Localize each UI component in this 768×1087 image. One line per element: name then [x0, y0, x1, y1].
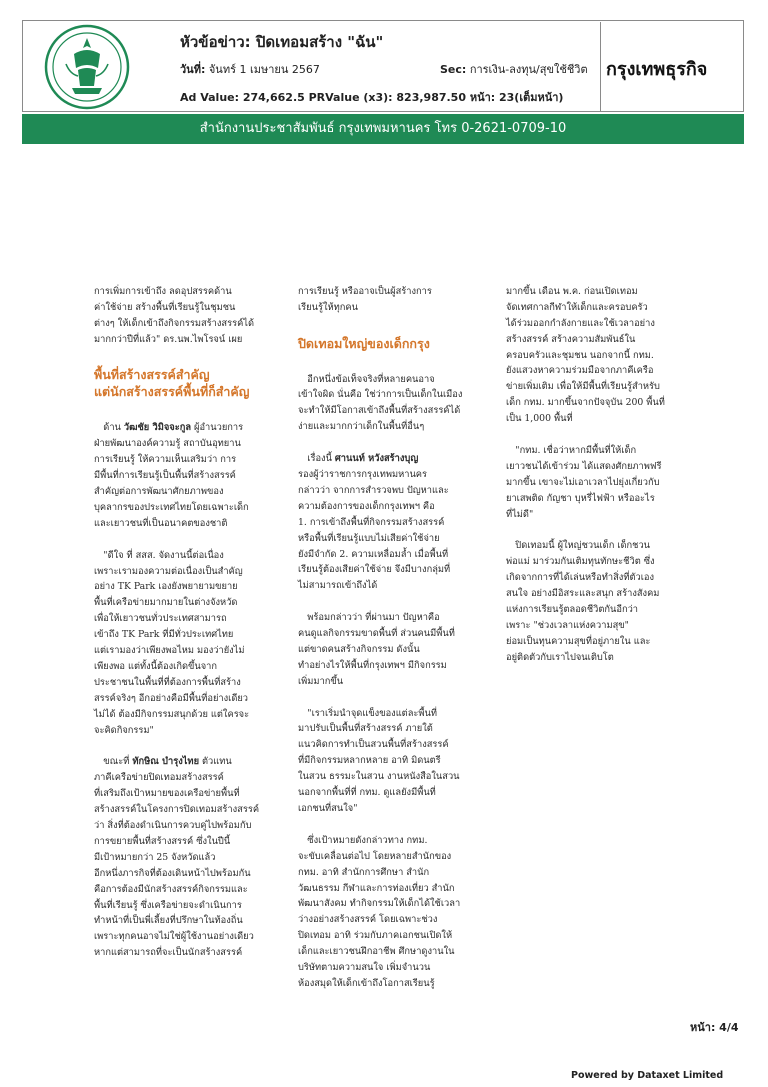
article-column-3 [506, 268, 694, 682]
date-value: จันทร์ 1 เมษายน 2567 [208, 63, 320, 76]
article-column-1 [94, 268, 284, 977]
col2-p4-text: พร้อมกล่าวว่า ที่ผ่านมา ปัญหาคือ คนดูแลกิจกรรมขาดพื้นที่ ส่วนคนมีพื้นที่ แต่ขาดคนสร้างกิจกรรม ดังนั้น ทำอย่างไรให้พื้นที่กรุงเทพฯ มีกิจกรรม เพิ่มมากขึ้น [298, 612, 455, 687]
col3-paragraph-3 [506, 538, 694, 665]
person-name-wattachai: วัฒชัย วิมิจจะกูล [123, 422, 192, 434]
headline [180, 30, 383, 54]
col2-paragraph-4 [298, 610, 490, 690]
col3-paragraph-2 [506, 443, 694, 523]
col2-subheading: ปิดเทอมใหญ่ของเด็กกรุง [298, 335, 430, 351]
header-divider [600, 22, 601, 112]
ad-value-line: Ad Value: 274,662.5 PRValue (x3): 823,987.50 หน้า: 23(เต็มหน้า) [180, 91, 564, 104]
headline-label: หัวข้อข่าว: [180, 33, 251, 51]
headline-text: ปิดเทอมสร้าง "ฉัน" [255, 33, 384, 51]
col1-p3-text: "ดีใจ ที่ สสส. จัดงานนี้ต่อเนื่อง เพราะเรามองความต่อเนื่องเป็นสำคัญ อย่าง TK Park เองยังพยายามขยาย พื้นที่เครือข่ายมากมายในต่างจังหวัด เพื่อให้เยาวชนทั่วประเทศสามารถ เข้าถึง TK Park ที่มีทั่วประเทศไทย แต่เรามองว่าเพียงพอไหม มองว่ายังไม่ เพียงพอ แต่ทั้งนี้ต้องเกิดขึ้นจาก ประชาชนในพื้นที่ที่ต้องการพื้นที่สร้าง สรรค์จริงๆ อีกอย่างคือมีพื้นที่อย่างเดียว ไม่ได้ ต้องมีกิจกรรมสนุกด้วย แต่ใครจะ จะคิดกิจกรรม" [94, 549, 250, 736]
col2-p5-text: "เราเริ่มนำจุดแข็งของแต่ละพื้นที่ มาปรับเป็นพื้นที่สร้างสรรค์ ภายใต้ แนวคิดการทำเป็นสวนพื้นที่สร้างสรรค์ ที่มีกิจกรรมหลากหลาย อาทิ มิดนตรี ในสวน ธรรมะในสวน งานหนังสือในสวน นอกจากพื้นที่ที่ กทม. ดูแลยังมีพื้นที่ เอกชนที่สนใจ" [298, 707, 460, 814]
article-column-2 [298, 268, 490, 1008]
person-name-sanon: ศานนท์ หวังสร้างบุญ [334, 453, 419, 465]
powered-by: Powered by Dataxet Limited [571, 1070, 724, 1081]
col1-p4-pre: ขณะที่ [103, 756, 133, 768]
col3-p3-text: ปิดเทอมนี้ ผู้ใหญ่ชวนเด็ก เด็กชวน พ่อแม่ มาร่วมกันเติมทุนทักษะชีวิต ซึ่ง เกิดจากการที่ได้เล่นหรือทำสิ่งที่ตัวเอง สนใจ อย่างมีอิสระและสนุก สร้างสังคม แห่งการเรียนรู้ตลอดชีวิตกันอีกว่า เพราะ "ช่วงเวลาแห่งความสุข" ย่อมเป็นทุนความสุขที่อยู่ภายใน และ อยู่ติดตัวกับเราไปจนเติบโต [506, 540, 660, 663]
col1-p2-rest: ผู้อำนวยการ ฝ่ายพัฒนาองค์ความรู้ สถาบันอุทยาน การเรียนรู้ ให้ความเห็นเสริมว่า การ มีพื้นที่การเรียนรู้เป็นพื้นที่สร้างสรรค์ สำคัญต่อการพัฒนาศักยภาพของ บุคลากรของประเทศไทยโดยเฉพาะเด็ก และเยาวชนที่เป็นอนาคตของชาติ [94, 422, 249, 529]
col2-p3-rest: รองผู้ว่าราชการกรุงเทพมหานคร กล่าวว่า จากการสำรวจพบ ปัญหาและ ความต้องการของเด็กกรุงเทพฯ คือ 1. การเข้าถึงพื้นที่กิจกรรมสร้างสรรค์ หรือพื้นที่เรียนรู้แบบไม่เสียค่าใช้จ่าย ยังมีจำกัด 2. ความเหลื่อมล้ำ เมื่อพื้นที่ เรียนรู้ต้องเสียค่าใช้จ่าย จึงมีบางกลุ่มที่ ไม่สามารถเข้าถึงได้ [298, 468, 451, 592]
col1-paragraph-3 [94, 548, 284, 739]
col1-subheading: พื้นที่สร้างสรรค์สำคัญ แต่นักสร้างสรรค์พื้นที่ก็สำคัญ [94, 367, 250, 400]
col2-paragraph-2 [298, 372, 490, 436]
section-label: Sec: [440, 63, 467, 76]
col2-paragraph-1: การเรียนรู้ หรืออาจเป็นผู้สร้างการ เรียนรู้ให้ทุกคน [298, 285, 432, 313]
col2-p6-text: ซึ่งเป้าหมายดังกล่าวทาง กทม. จะขับเคลื่อนต่อไป โดยหลายสำนักของ กทม. อาทิ สำนักการศึกษา สำนัก วัฒนธรรม กีฬาและการท่องเที่ยว สำนัก พัฒนาสังคม ทำกิจกรรมให้เด็กได้ใช้เวลา ว่างอย่างสร้างสรรค์ โดยเฉพาะช่วง ปิดเทอม อาทิ ร่วมกับภาคเอกชนเปิดให้ เด็กและเยาวชนฝึกอาชีพ ศึกษาดูงานใน บริษัทตามความสนใจ เพิ่มจำนวน ห้องสมุดให้เด็กเข้าถึงโอกาสเรียนรู้ [298, 834, 461, 989]
section-value: การเงิน-ลงทุน/สุขใช้ชีวิต [469, 63, 588, 76]
col2-p2-text: อีกหนึ่งข้อเท็จจริงที่หลายคนอาจ เข้าใจผิด นั่นคือ ใช่ว่าการเป็นเด็กในเมือง จะทำให้มีโอกาสเข้าถึงพื้นที่สร้างสรรค์ได้ ง่ายและมากกว่าเด็กในพื้นที่อื่นๆ [298, 373, 463, 433]
bangkok-seal-icon [44, 24, 130, 110]
page-number: หน้า: 4/4 [690, 1021, 739, 1034]
col2-paragraph-5 [298, 706, 490, 817]
col1-paragraph-4 [94, 754, 284, 961]
person-name-thaksin: ทักษิณ บำรุงไทย [132, 756, 200, 768]
col1-p2-pre: ด้าน [103, 422, 124, 434]
agency-banner: สำนักงานประชาสัมพันธ์ กรุงเทพมหานคร โทร 0-2621-0709-10 [22, 114, 744, 144]
col2-paragraph-6 [298, 833, 490, 992]
col1-paragraph-2 [94, 420, 284, 531]
col1-paragraph-1: การเพิ่มการเข้าถึง ลดอุปสรรคด้าน ค่าใช้จ่าย สร้างพื้นที่เรียนรู้ในชุมชน ต่างๆ ให้เด็กเข้าถึงกิจกรรมสร้างสรรค์ได้ มากกว่าปีที่แล้ว" ดร.นพ.ไพโรจน์ เผย [94, 285, 255, 345]
col2-p3-pre: เรื่องนี้ [307, 453, 335, 465]
date-line [180, 60, 320, 78]
col2-paragraph-3 [298, 451, 490, 594]
col3-paragraph-1: มากขึ้น เดือน พ.ค. ก่อนเปิดเทอม จัดเทศกาลกีฬาให้เด็กและครอบครัว ได้ร่วมออกกำลังกายและใช้เวลาอย่าง สร้างสรรค์ สร้างความสัมพันธ์ใน ครอบครัวและชุมชน นอกจากนี้ กทม. ยังแสวงหาความร่วมมือจากภาคีเครือ ข่ายเพิ่มเติม เพื่อให้มีพื้นที่เรียนรู้สำหรับ เด็ก กทม. มากขึ้นจากปัจจุบัน 200 พื้นที่ เป็น 1,000 พื้นที่ [506, 285, 665, 425]
section-line [440, 60, 588, 78]
col3-p2-text: "กทม. เชื่อว่าหากมีพื้นที่ให้เด็ก เยาวชนได้เข้าร่วม ได้แสดงศักยภาพฟรี มากขึ้น เขาจะไม่เอาเวลาไปยุ่งเกี่ยวกับ ยาเสพติด กัญชา บุหรี่ไฟฟ้า หรืออะไร ที่ไม่ดี" [506, 444, 662, 520]
col1-p4-rest: ตัวแทน ภาคีเครือข่ายปิดเทอมสร้างสรรค์ ที่เสริมถึงเป้าหมายของเครือข่ายพื้นที่ สร้างสรรค์ในโครงการปิดเทอมสร้างสรรค์ ว่า สิ่งที่ต้องดำเนินการควบคู่ไปพร้อมกับ การขยายพื้นที่สร้างสรรค์ ซึ่งในปีนี้ มีเป้าหมายกว่า 25 จังหวัดแล้ว อีกหนึ่งภารกิจที่ต้องเดินหน้าไปพร้อมกัน คือการต้องมีนักสร้างสรรค์กิจกรรมและ พื้นที่เรียนรู้ ซึ่งเครือข่ายจะดำเนินการ ทำหน้าที่เป็นพี่เลี้ยงที่ปรึกษาในท้องถิ่น เพราะทุกคนอาจไม่ใช่ผู้ใช้งานอย่างเดียว หากแต่สามารถที่จะเป็นนักสร้างสรรค์ [94, 756, 260, 959]
date-label: วันที่: [180, 63, 206, 76]
newspaper-name: กรุงเทพธุรกิจ [606, 59, 708, 80]
